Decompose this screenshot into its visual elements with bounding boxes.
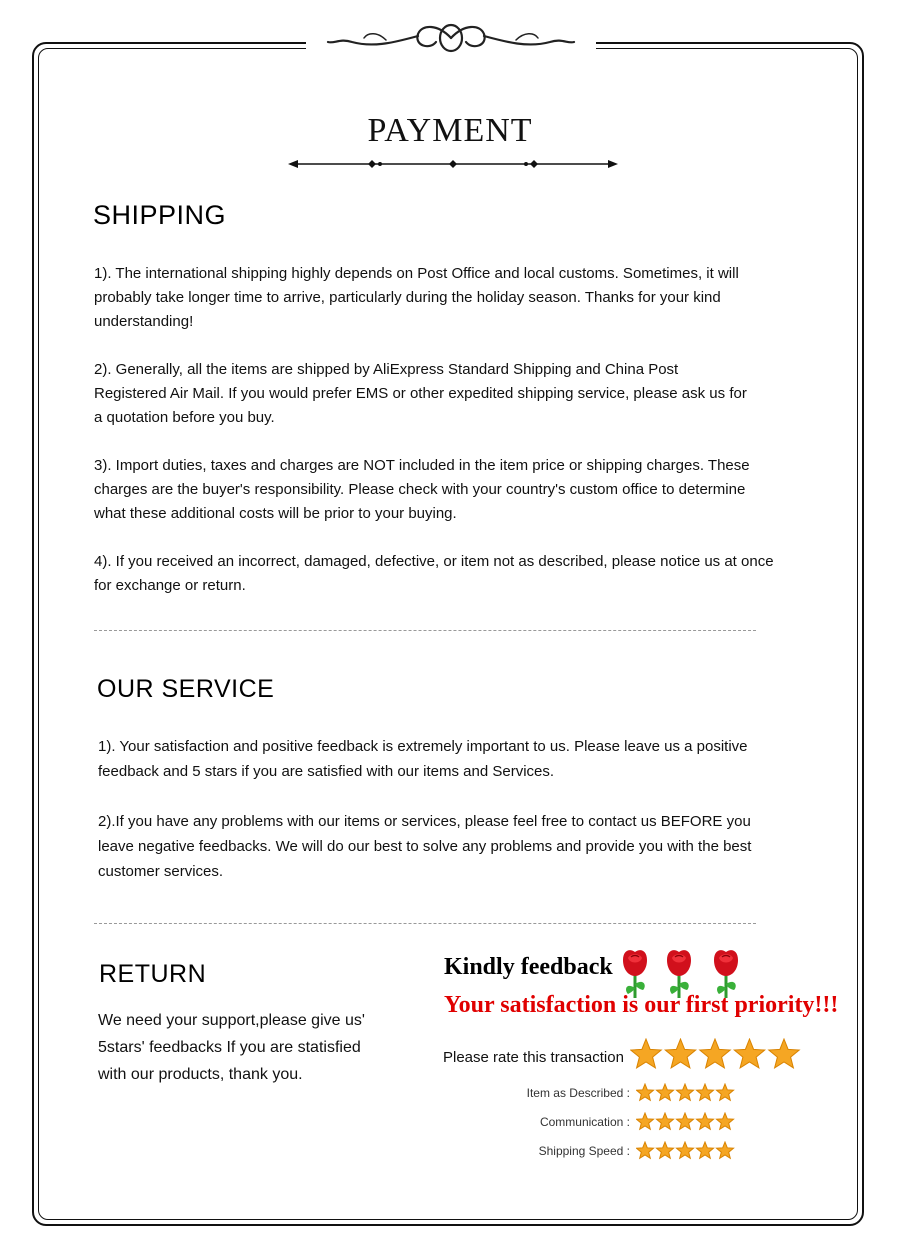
star-icon [734, 1039, 764, 1068]
priority-text: Your satisfaction is our first priority!!! [444, 992, 839, 1018]
star-icon [700, 1039, 730, 1068]
rose-icon-3 [714, 950, 738, 998]
star-icon [636, 1113, 653, 1129]
star-icon [631, 1039, 661, 1068]
rate-stars [630, 1038, 802, 1072]
rose-icon-2 [667, 950, 691, 998]
star-icon [716, 1084, 733, 1100]
star-icon [716, 1142, 733, 1158]
rating-row-label-item: Item as Described : [526, 1086, 630, 1100]
star-icon [769, 1039, 799, 1068]
star-icon [696, 1113, 713, 1129]
star-icon [665, 1039, 695, 1068]
star-icon [656, 1084, 673, 1100]
star-icon [656, 1113, 673, 1129]
rating-row-label-communication: Communication : [539, 1115, 630, 1129]
star-icon [656, 1142, 673, 1158]
shipping-heading: SHIPPING [93, 200, 227, 230]
shipping-item-4: 4). If you received an incorrect, damaged, defective, or item not as described, please notice us at once for exchange or return. [94, 553, 774, 594]
service-item-1: 1). Your satisfaction and positive feedback is extremely important to us. Please leave us a positive feedback and 5 stars if you are satisfied with our items and Services. [98, 738, 748, 780]
rate-label: Please rate this transaction [443, 1049, 624, 1066]
rating-row-stars-item [636, 1083, 738, 1103]
shipping-item-2: 2). Generally, all the items are shipped by AliExpress Standard Shipping and China Post Registered Air Mail. If you would prefer EMS or other expedited shipping service, please ask us for a quotation before you buy. [94, 361, 747, 426]
divider-2 [94, 923, 756, 924]
kindly-feedback-title: Kindly feedback [444, 954, 613, 980]
divider-1 [94, 630, 756, 631]
star-icon [696, 1142, 713, 1158]
return-heading: RETURN [99, 960, 207, 988]
rating-row-stars-shipping [636, 1141, 738, 1161]
page-title: PAYMENT [367, 112, 533, 149]
rating-row-label-shipping: Shipping Speed : [538, 1144, 630, 1158]
star-icon [636, 1142, 653, 1158]
service-item-2: 2).If you have any problems with our items or services, please feel free to contact us BEFORE you leave negative feedbacks. We will do our best to solve any problems and provide you with the best customer services. [98, 813, 752, 880]
star-icon [716, 1113, 733, 1129]
service-heading: OUR SERVICE [97, 675, 275, 703]
rating-row-stars-communication [636, 1112, 738, 1132]
title-divider-icon [288, 156, 618, 172]
star-icon [636, 1084, 653, 1100]
shipping-item-3: 3). Import duties, taxes and charges are NOT included in the item price or shipping charges. These charges are the buyer's responsibility. Please check with your country's custom office to determine what these additional costs will be prior to your buying. [94, 457, 750, 522]
rose-icon-1 [623, 950, 647, 998]
flourish-ornament-icon [326, 20, 576, 56]
shipping-item-1: 1). The international shipping highly depends on Post Office and local customs. Sometimes, it will probably take longer time to arrive, particularly during the holiday season. Thanks for your kind understanding! [94, 265, 739, 330]
star-icon [676, 1142, 693, 1158]
star-icon [676, 1113, 693, 1129]
return-text: We need your support,please give us' 5stars' feedbacks If you are statisfied with our products, thank you. [98, 1012, 365, 1083]
star-icon [676, 1084, 693, 1100]
star-icon [696, 1084, 713, 1100]
